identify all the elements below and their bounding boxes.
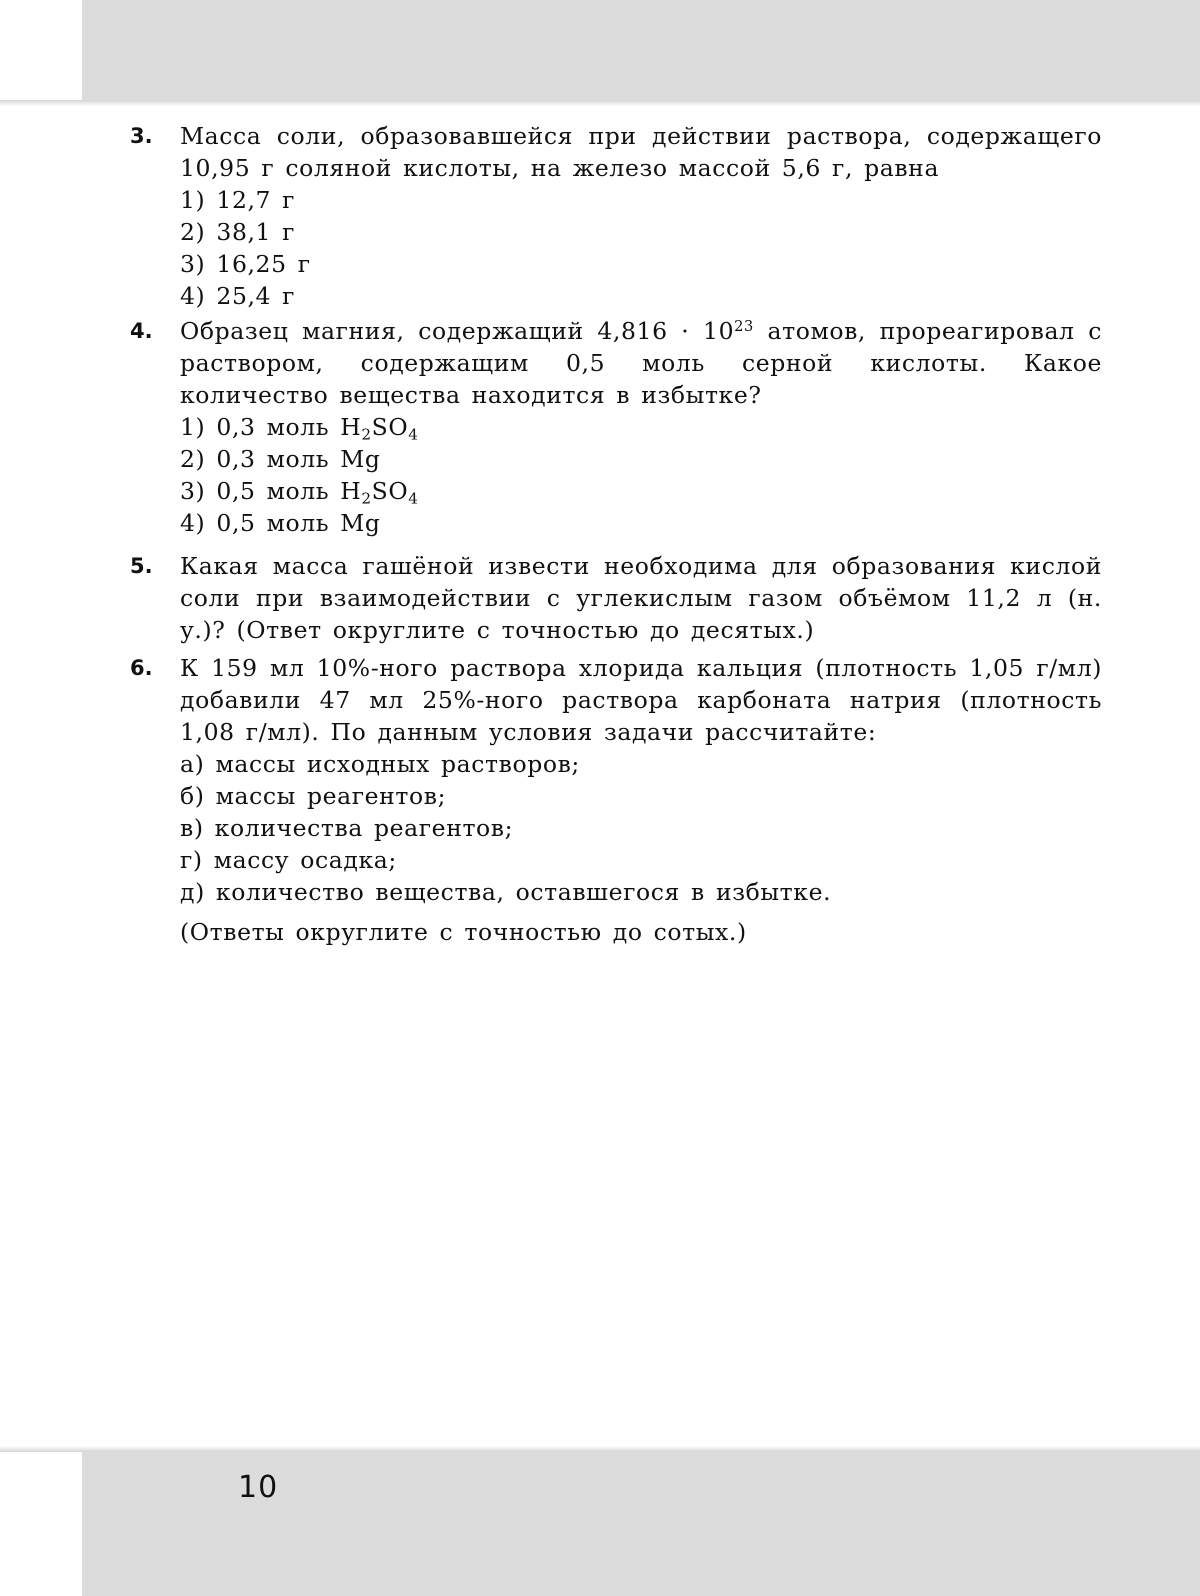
answer-option-2: 2) 0,3 моль Mg (180, 445, 381, 473)
task-question (180, 315, 1102, 411)
task-number: 4. (130, 319, 153, 343)
task-number: 5. (130, 554, 153, 578)
task-question: К 159 мл 10%-ного раствора хлорида кальция (плотность 1,05 г/мл) добавили 47 мл 25%-ного раствора карбоната натрия (плотность 1,08 г/мл). По данным условия задачи рассчитайте: (180, 654, 1102, 746)
page-number: 10 (238, 1470, 279, 1505)
task-number: 3. (130, 124, 153, 148)
answer-option-4: 4) 25,4 г (180, 282, 296, 310)
sub-question-d: д) количество вещества, оставшегося в избытке. (180, 878, 832, 906)
formula-middle: SO (371, 477, 409, 505)
sub-question-a: а) массы исходных растворов; (180, 750, 580, 778)
header-shadow (0, 100, 1200, 106)
task-body (180, 652, 1102, 948)
formula-middle: SO (371, 413, 409, 441)
formula-prefix: 1) 0,3 моль H (180, 413, 362, 441)
subscript: 4 (408, 489, 419, 508)
question-part-b: атомов, прореагировал с раствором, содержащим 0,5 моль серной кислоты. Какое количество вещества находится в избытке? (180, 317, 1102, 409)
task-number: 6. (130, 656, 153, 680)
task-body (180, 550, 1102, 646)
exponent: 23 (734, 318, 754, 335)
sub-question-b: б) массы реагентов; (180, 782, 447, 810)
rounding-note: (Ответы округлите с точностью до сотых.) (180, 918, 747, 946)
task-body (180, 315, 1102, 539)
task-body (180, 120, 1102, 312)
answer-option-3: 3) 16,25 г (180, 250, 311, 278)
question-part-a: Образец магния, содержащий 4,816 · 10 (180, 317, 735, 345)
answer-option-1 (180, 411, 1102, 443)
sub-question-g: г) массу осадка; (180, 846, 397, 874)
page-header-band (82, 0, 1200, 100)
formula-prefix: 3) 0,5 моль H (180, 477, 362, 505)
answer-option-3 (180, 475, 1102, 507)
task-question: Масса соли, образовавшейся при действии раствора, содержащего 10,95 г соляной кислоты, на железо массой 5,6 г, равна (180, 122, 1102, 182)
answer-option-1: 1) 12,7 г (180, 186, 296, 214)
subscript: 4 (408, 425, 419, 444)
answer-option-4: 4) 0,5 моль Mg (180, 509, 381, 537)
subscript: 2 (361, 489, 372, 508)
answer-option-2: 2) 38,1 г (180, 218, 296, 246)
task-question: Какая масса гашёной извести необходима для образования кислой соли при взаимодействии с углекислым газом объёмом 11,2 л (н. у.)? (Ответ округлите с точностью до десятых.) (180, 552, 1102, 644)
subscript: 2 (361, 425, 372, 444)
sub-question-v: в) количества реагентов; (180, 814, 514, 842)
